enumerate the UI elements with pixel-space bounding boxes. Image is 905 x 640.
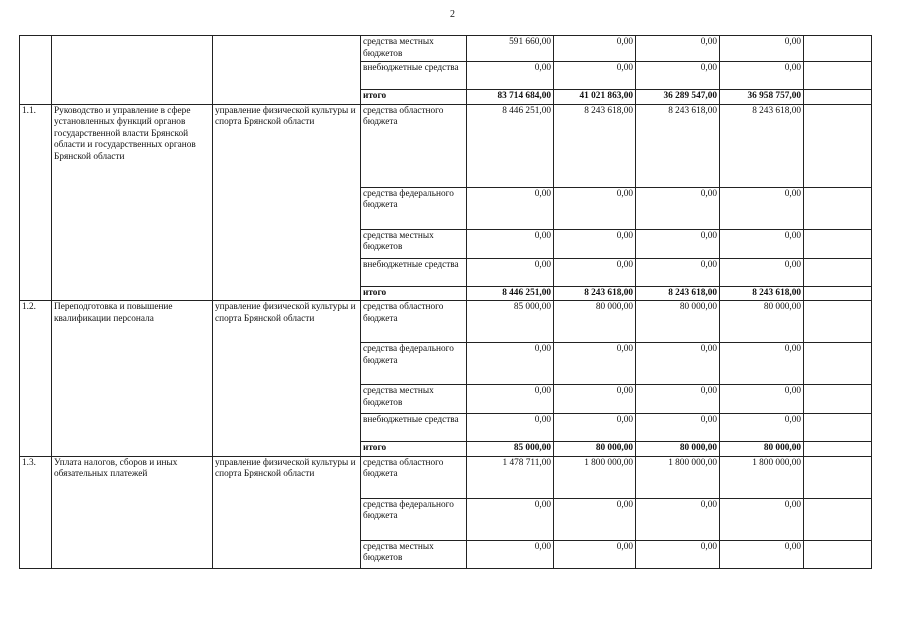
empty-cell <box>804 442 872 457</box>
empty-cell <box>804 414 872 442</box>
total-amount: 83 714 684,00 <box>467 90 554 105</box>
amount-cell: 0,00 <box>636 498 720 540</box>
amount-cell: 0,00 <box>636 540 720 568</box>
total-amount: 8 446 251,00 <box>467 286 554 301</box>
total-label: итого <box>361 286 467 301</box>
amount-cell: 1 800 000,00 <box>636 456 720 498</box>
funding-source: средства областного бюджета <box>361 456 467 498</box>
amount-cell: 0,00 <box>554 343 636 385</box>
amount-cell: 1 478 711,00 <box>467 456 554 498</box>
empty-cell <box>804 540 872 568</box>
amount-cell: 0,00 <box>554 187 636 229</box>
amount-cell: 0,00 <box>467 258 554 286</box>
amount-cell: 0,00 <box>720 414 804 442</box>
total-amount: 80 000,00 <box>720 442 804 457</box>
funding-source: внебюджетные средства <box>361 258 467 286</box>
amount-cell: 8 243 618,00 <box>554 104 636 187</box>
table-row <box>20 456 872 498</box>
amount-cell: 0,00 <box>554 385 636 414</box>
funding-source: средства федерального бюджета <box>361 498 467 540</box>
empty-cell <box>804 301 872 343</box>
item-name-cell <box>52 36 213 105</box>
amount-cell: 0,00 <box>467 498 554 540</box>
amount-cell: 0,00 <box>554 540 636 568</box>
amount-cell: 0,00 <box>554 498 636 540</box>
amount-cell: 0,00 <box>636 229 720 258</box>
amount-cell: 0,00 <box>720 36 804 62</box>
amount-cell: 80 000,00 <box>636 301 720 343</box>
amount-cell: 0,00 <box>554 258 636 286</box>
empty-cell <box>804 343 872 385</box>
item-name: Уплата налогов, сборов и иных обязательных платежей <box>52 456 213 568</box>
amount-cell: 0,00 <box>720 498 804 540</box>
total-label: итого <box>361 90 467 105</box>
table-row <box>20 36 872 62</box>
amount-cell: 8 243 618,00 <box>636 104 720 187</box>
amount-cell: 80 000,00 <box>554 301 636 343</box>
empty-cell <box>804 286 872 301</box>
funding-source: средства областного бюджета <box>361 104 467 187</box>
funding-source: средства федерального бюджета <box>361 343 467 385</box>
amount-cell: 0,00 <box>720 258 804 286</box>
item-name: Руководство и управление в сфере установленных функций органов государственной власти Брянской области и государственных органов Брянской области <box>52 104 213 301</box>
total-amount: 36 958 757,00 <box>720 90 804 105</box>
amount-cell: 0,00 <box>720 385 804 414</box>
empty-cell <box>804 90 872 105</box>
amount-cell: 0,00 <box>467 540 554 568</box>
amount-cell: 0,00 <box>636 36 720 62</box>
item-executor: управление физической культуры и спорта Брянской области <box>213 104 361 301</box>
amount-cell: 0,00 <box>636 385 720 414</box>
amount-cell: 0,00 <box>554 36 636 62</box>
empty-cell <box>804 258 872 286</box>
executor-cell <box>213 36 361 105</box>
amount-cell: 80 000,00 <box>720 301 804 343</box>
funding-source: средства местных бюджетов <box>361 36 467 62</box>
item-name: Переподготовка и повышение квалификации персонала <box>52 301 213 457</box>
empty-cell <box>804 498 872 540</box>
funding-source: внебюджетные средства <box>361 62 467 90</box>
funding-source: средства местных бюджетов <box>361 385 467 414</box>
amount-cell: 0,00 <box>554 62 636 90</box>
amount-cell: 0,00 <box>720 540 804 568</box>
amount-cell: 0,00 <box>720 62 804 90</box>
amount-cell: 0,00 <box>467 343 554 385</box>
budget-table <box>19 35 872 569</box>
funding-source: средства областного бюджета <box>361 301 467 343</box>
amount-cell: 0,00 <box>636 258 720 286</box>
amount-cell: 0,00 <box>720 187 804 229</box>
item-executor: управление физической культуры и спорта Брянской области <box>213 301 361 457</box>
amount-cell: 0,00 <box>720 343 804 385</box>
item-number: 1.3. <box>20 456 52 568</box>
amount-cell: 0,00 <box>554 414 636 442</box>
item-number-cell <box>20 36 52 105</box>
amount-cell: 1 800 000,00 <box>720 456 804 498</box>
total-amount: 80 000,00 <box>636 442 720 457</box>
amount-cell: 0,00 <box>636 62 720 90</box>
total-amount: 41 021 863,00 <box>554 90 636 105</box>
amount-cell: 85 000,00 <box>467 301 554 343</box>
empty-cell <box>804 456 872 498</box>
funding-source: внебюджетные средства <box>361 414 467 442</box>
amount-cell: 591 660,00 <box>467 36 554 62</box>
total-amount: 85 000,00 <box>467 442 554 457</box>
amount-cell: 0,00 <box>467 62 554 90</box>
total-amount: 8 243 618,00 <box>636 286 720 301</box>
table-row <box>20 301 872 343</box>
total-amount: 8 243 618,00 <box>720 286 804 301</box>
total-label: итого <box>361 442 467 457</box>
item-number: 1.2. <box>20 301 52 457</box>
funding-source: средства местных бюджетов <box>361 540 467 568</box>
empty-cell <box>804 385 872 414</box>
total-amount: 36 289 547,00 <box>636 90 720 105</box>
amount-cell: 0,00 <box>467 229 554 258</box>
amount-cell: 0,00 <box>636 343 720 385</box>
amount-cell: 1 800 000,00 <box>554 456 636 498</box>
total-amount: 80 000,00 <box>554 442 636 457</box>
amount-cell: 8 446 251,00 <box>467 104 554 187</box>
amount-cell: 8 243 618,00 <box>720 104 804 187</box>
total-amount: 8 243 618,00 <box>554 286 636 301</box>
empty-cell <box>804 229 872 258</box>
amount-cell: 0,00 <box>467 187 554 229</box>
amount-cell: 0,00 <box>554 229 636 258</box>
amount-cell: 0,00 <box>720 229 804 258</box>
empty-cell <box>804 104 872 187</box>
page-number: 2 <box>450 9 455 20</box>
amount-cell: 0,00 <box>636 414 720 442</box>
funding-source: средства местных бюджетов <box>361 229 467 258</box>
table-row <box>20 104 872 187</box>
funding-source: средства федерального бюджета <box>361 187 467 229</box>
empty-cell <box>804 187 872 229</box>
empty-cell <box>804 36 872 62</box>
item-executor: управление физической культуры и спорта Брянской области <box>213 456 361 568</box>
amount-cell: 0,00 <box>467 414 554 442</box>
empty-cell <box>804 62 872 90</box>
amount-cell: 0,00 <box>467 385 554 414</box>
amount-cell: 0,00 <box>636 187 720 229</box>
item-number: 1.1. <box>20 104 52 301</box>
